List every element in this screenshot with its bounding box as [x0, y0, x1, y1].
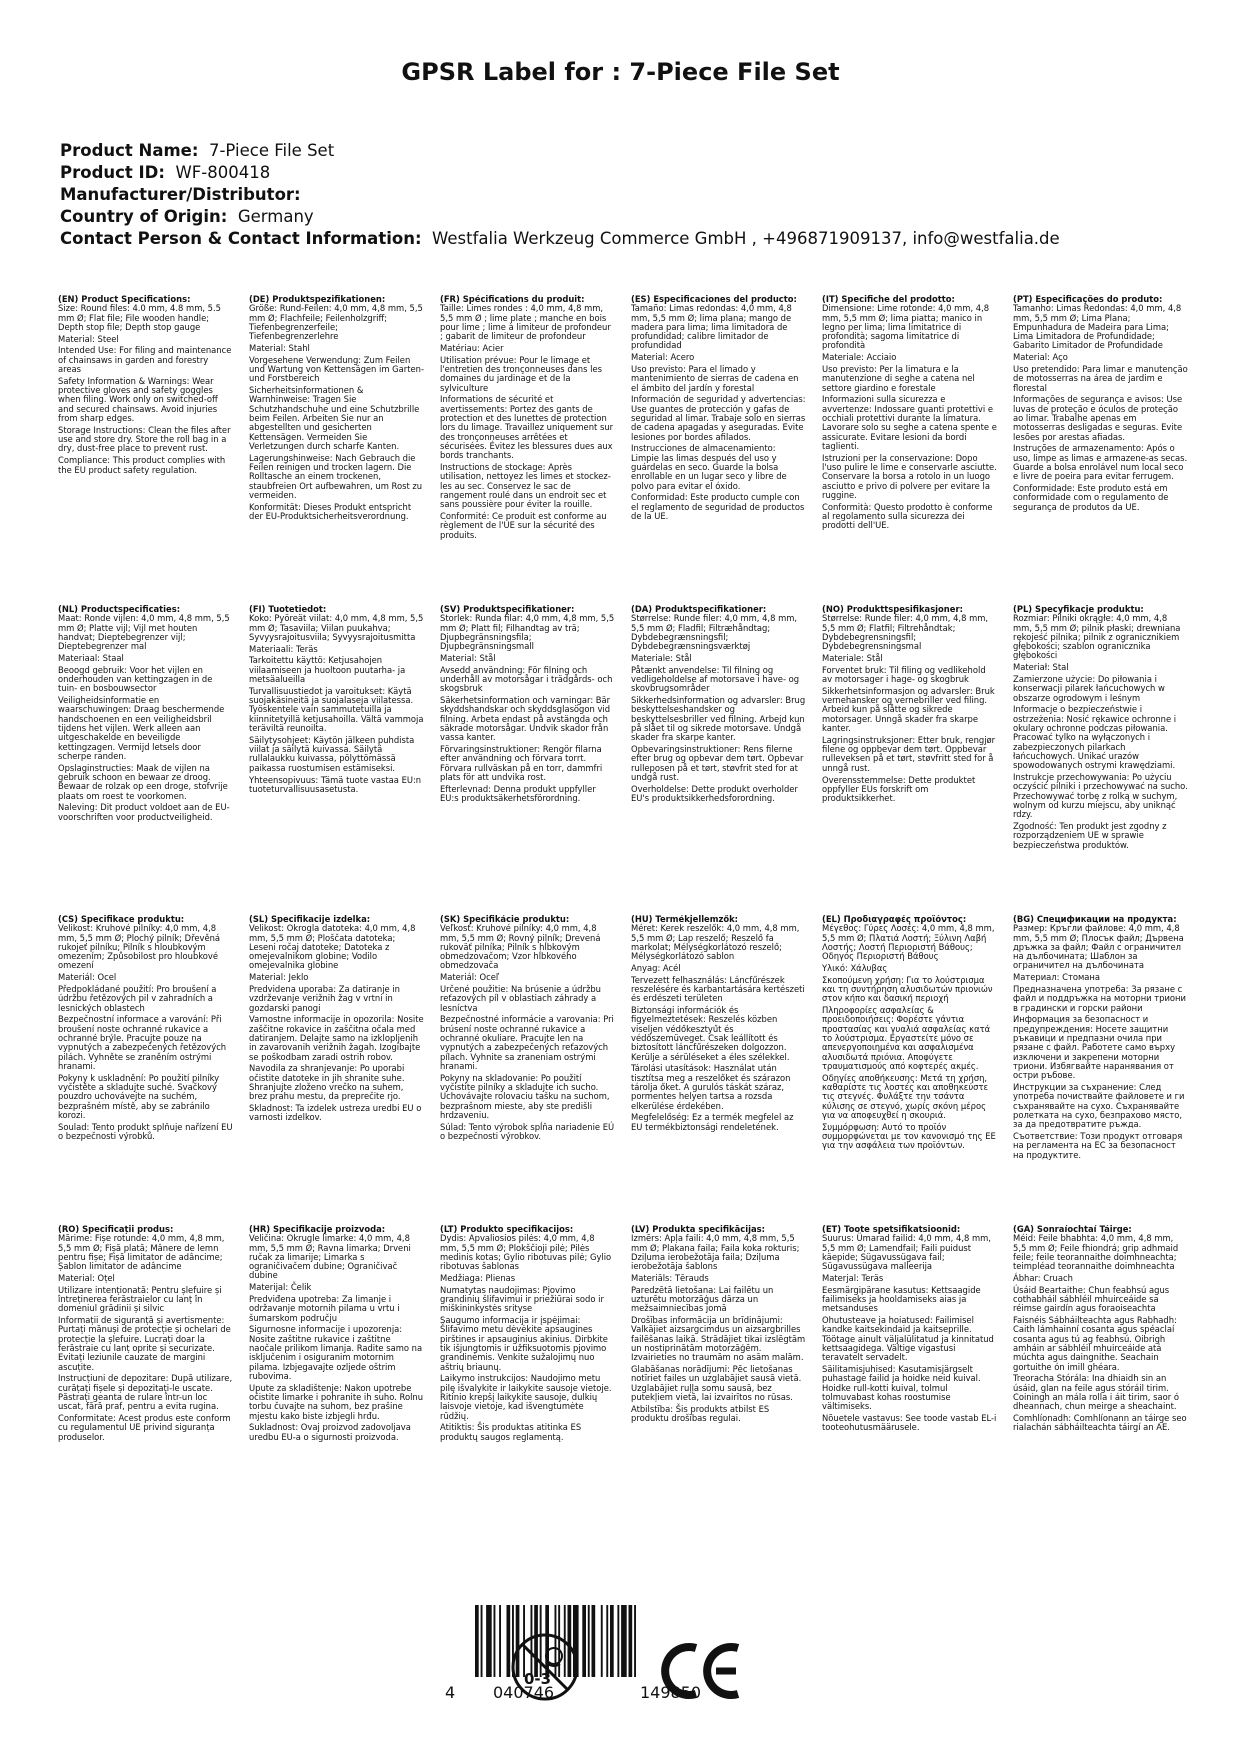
info-value: 7-Piece File Set: [208, 141, 335, 160]
spec-section: Anyag: Acél: [631, 962, 681, 973]
spec-section: Velikost: Kruhové pilníky: 4,0 mm, 4,8 mm, 5,5 mm Ø; Plochý pilník; Dřevěná rukojeť pilníku; Pilník s hloubkovým omezením; Způsobilost pro hloubkové omezení: [58, 923, 221, 971]
language-block: [822, 915, 997, 1225]
info-label: Contact Person & Contact Information:: [60, 229, 422, 248]
country-row: [60, 206, 1200, 228]
language-heading: (PL) Specyfikacje produktu:: [1013, 605, 1144, 614]
language-block: [1013, 915, 1188, 1225]
info-label: Country of Origin:: [60, 207, 228, 226]
spec-section: Sikkerhedsinformation og advarsler: Brug beskyttelseshandsker og beskyttelsesbriller ved filning. Arbejd kun på slået til og sikrede motorsave. Undgå skader fra skarpe kanter.: [631, 695, 806, 743]
spec-section: Instrucciones de almacenamiento: Limpie las limas después del uso y guárdelas en seco. Guarde la bolsa enrollable en un lugar seco y libre de polvo para evitar el óxido.: [631, 443, 787, 491]
barcode-bar: [629, 1605, 633, 1677]
barcode-bar: [588, 1605, 590, 1677]
spec-section: Glabāšanas norādījumi: Pēc lietošanas notīriet failes un uzglabājiet sausā vietā. Uzglabājiet ruļļa somu sausā, bez putekļiem vietā, lai izvairītos no rūsas.: [631, 1364, 802, 1403]
spec-section: Πληροφορίες ασφαλείας & προειδοποιήσεις: Φορέστε γάντια προστασίας και γυαλιά ασφαλείας κατά το λούστρισμα. Εργαστείτε μόνο σε απενεργοποιημένα και ασφαλισμένα αλυσιδωτά πριόνια. Αποφύγετε τραυματισμούς από κοφτερές ακμές.: [822, 1005, 991, 1071]
spec-section: Zamierzone użycie: Do piłowania i konserwacji pilarek łańcuchowych w obszarze ogrodowym i leśnym: [1013, 674, 1165, 703]
language-heading: (FI) Tuotetiedot:: [249, 605, 327, 614]
spec-section: Materiál: Ocel: [58, 972, 117, 983]
spec-section: Instruções de armazenamento: Após o uso, limpe as limas e armazene-as secas. Guarde a bolsa enrolável num local seco e livre de poeira para evitar ferrugem.: [1013, 443, 1188, 482]
language-block: [440, 295, 615, 605]
spec-section: Storage Instructions: Clean the files after use and store dry. Store the roll bag in a dry, dust-free place to prevent rust.: [58, 424, 231, 454]
language-heading: (NO) Produkttspesifikasjoner:: [822, 605, 963, 614]
spec-section: Předpokládané použití: Pro broušení a údržbu řetězových pil v zahradních a lesnických oblastech: [58, 984, 217, 1013]
spec-section: Förvaringsinstruktioner: Rengör filarna efter användning och förvara torrt. Förvara rullväskan på en torr, dammfri plats för att undvika rost.: [440, 744, 603, 783]
spec-section: Medžiaga: Plienas: [440, 1272, 516, 1283]
spec-section: Materijal: Čelik: [249, 1282, 312, 1293]
svg-text:0-3: 0-3: [524, 1670, 552, 1688]
spec-section: Overholdelse: Dette produkt overholder EU's produktsikkerhedsforordning.: [631, 783, 798, 804]
spec-section: Safety Information & Warnings: Wear protective gloves and safety goggles when filing. Work only on switched-off and secured chainsaws. Avoid injuries from sharp edges.: [58, 375, 218, 424]
spec-section: Konformität: Dieses Produkt entspricht der EU-Produktsicherheitsverordnung.: [249, 501, 412, 522]
spec-section: Úsáid Beartaithe: Chun feabhsú agus cothabháil sábhléil mhuirceáide sa réimse gairdín agus foraoiseachta: [1013, 1284, 1170, 1314]
barcode-bar: [610, 1605, 614, 1677]
language-heading: (FR) Spécifications du produit:: [440, 295, 585, 304]
spec-section: Súlad: Tento výrobok spĺňa nariadenie EÚ o bezpečnosti výrobkov.: [440, 1121, 615, 1142]
barcode-bar: [617, 1605, 619, 1677]
spec-section: Υλικό: Χάλυβας: [822, 962, 888, 973]
spec-section: Treoracha Stórála: Ina dhiaidh sin an úsáid, glan na feile agus stóráil tirim. Coiningh an mála rolla i áit tirim, saor ó dheannach, chun meirge a sheachaint.: [1013, 1373, 1179, 1412]
language-heading: (CS) Specifikace produktu:: [58, 915, 185, 924]
spec-section: Lagringsinstruksjoner: Etter bruk, rengjør filene og oppbevar dem tørt. Oppbevar rulleveksen på et tørt, støvfritt sted for å unngå rust.: [822, 734, 996, 773]
spec-section: Overensstemmelse: Dette produktet oppfyller EUs forskrift om produktsikkerhet.: [822, 774, 976, 804]
spec-section: Méret: Kerek reszelők: 4,0 mm, 4,8 mm, 5,5 mm Ø; Lap reszelő; Reszelő fa markolat; Mélységkorlátozó reszelő; Mélységkorlátozó sablon: [631, 923, 800, 962]
spec-section: Navodila za shranjevanje: Po uporabi očistite datoteke in jih shranite suhe. Shranjujte zloženo vrečko na suhem, brez prahu mestu, da preprečite rjo.: [249, 1063, 405, 1102]
language-heading: (LT) Produkto specifikacijos:: [440, 1225, 574, 1234]
language-block: [631, 295, 806, 605]
spec-section: Drošības informācija un brīdinājumi: Valkājiet aizsargcimdus un aizsargbrilles failēšanas laikā. Strādājiet tikai izslēgtām un nostiprinātām motorzāģēm. Izvairieties no traumām no asām malām.: [631, 1315, 806, 1363]
language-heading: (IT) Specifiche del prodotto:: [822, 295, 955, 304]
spec-section: Izmērs: Apļa faili: 4,0 mm, 4,8 mm, 5,5 mm Ø; Plakana faila; Faila koka rokturis; Dziļuma ierobežotāja faila; Dziļuma ierobežotāja šablons: [631, 1233, 800, 1272]
spec-section: Forventet bruk: Til filing og vedlikehold av motorsager i hage- og skogbruk: [822, 664, 986, 685]
spec-section: Pokyny na skladovanie: Po použití vyčistite pilníky a skladujte ich sucho. Uchovávajte rolovaciu tašku na suchom, bezprašnom mieste, aby ste predišli hrdzaveniu.: [440, 1072, 610, 1120]
language-heading: (LV) Produkta specifikācijas:: [631, 1225, 765, 1234]
barcode-bar: [486, 1605, 492, 1677]
spec-section: Informações de segurança e avisos: Use luvas de proteção e óculos de proteção ao limar. Trabalhe apenas em motosserras desligadas e seguras. Evite lesões por arestas afiadas.: [1013, 394, 1183, 442]
language-heading: (EN) Product Specifications:: [58, 295, 191, 304]
spec-section: Materiał: Stal: [1013, 662, 1069, 673]
spec-section: Materiale: Stål: [822, 652, 883, 663]
spec-section: Lagerungshinweise: Nach Gebrauch die Feilen reinigen und trocken lagern. Die Rolltasche an einem trockenen, staubfreien Ort aufbewahren, um Rost zu vermeiden.: [249, 452, 423, 500]
language-grid: [58, 295, 1188, 1535]
spec-section: Uso pretendido: Para limar e manutenção de motosserras na área de jardim e florestal: [1013, 364, 1188, 393]
language-heading: (EL) Προδιαγραφές προϊόντος:: [822, 915, 967, 924]
barcode-bar: [606, 1605, 608, 1677]
language-heading: (DE) Produktspezifikationen:: [249, 295, 386, 304]
spec-section: Materiaali: Teräs: [249, 643, 318, 654]
spec-section: Sicherheitsinformationen & Warnhinweise: Tragen Sie Schutzhandschuhe und eine Schutzbrille beim Feilen. Arbeiten Sie nur an abgestellten und gesicherten Kettensägen. Vermeiden Sie Verletzungen durch scharfe Kanten.: [249, 385, 420, 451]
spec-section: Conformità: Questo prodotto è conforme al regolamento sulla sicurezza dei prodotti dell'UE.: [822, 501, 993, 531]
language-heading: (RO) Specificații produs:: [58, 1225, 174, 1234]
spec-section: Σκοπούμενη χρήση: Για το λούστρισμα και τη συντήρηση αλυσιδωτών πριονιών στον κήπο και δασική περιοχή: [822, 974, 993, 1004]
spec-section: Bezpečnostní informace a varování: Při broušení noste ochranné rukavice a ochranné brýle. Pracujte pouze na vypnutých a zabezpečených řetězových pilách. Vyhněte se zraněním ostrými hranami.: [58, 1014, 227, 1071]
spec-section: Opslaginstructies: Maak de vijlen na gebruik schoon en bewaar ze droog. Bewaar de rolzak op een droge, stofvrije plaats om roest te voorkomen.: [58, 762, 228, 801]
spec-section: Veličina: Okrugle limarke: 4,0 mm, 4,8 mm, 5,5 mm Ø; Ravna limarka; Drveni ručak za limarije; Limarka s ograničivačem dubine; Ograničivač dubine: [249, 1233, 411, 1281]
language-block: [631, 605, 806, 915]
info-value: Westfalia Werkzeug Commerce GmbH , +496871909137, info@westfalia.de: [432, 229, 1060, 248]
spec-section: Dimensione: Lime rotonde: 4,0 mm, 4,8 mm, 5,5 mm Ø; lima piatta; manico in legno per lima; lima limitatrice di profondità; sagoma limitatrice di profondità: [822, 303, 990, 351]
spec-section: Intended Use: For filing and maintenance of chainsaws in garden and forestry areas: [58, 345, 232, 375]
language-heading: (NL) Productspecificaties:: [58, 605, 181, 614]
barcode-bar: [621, 1605, 627, 1677]
spec-section: Faisnéis Sábháilteachta agus Rabhadh: Caith lámhainní cosanta agus spéaclaí cosanta agus tú ag feabhsú. Oibrigh amháin ar sábhléil mhuirceáide atá múchta agus daingnithe. Seachain gortuithe ón imill ghéara.: [1013, 1315, 1177, 1372]
language-block: [440, 605, 615, 915]
spec-section: Conformidade: Este produto está em conformidade com o regulamento de segurança de produtos da UE.: [1013, 483, 1169, 512]
spec-section: Material: Aço: [1013, 352, 1068, 363]
spec-section: Numatytas naudojimas: Pjovimo grandinių šlifavimui ir priežiūrai sodo ir miškininkystės srityse: [440, 1284, 604, 1314]
spec-section: Materiál: Oceľ: [440, 972, 499, 983]
language-block: [249, 605, 424, 915]
barcode-digit: 4: [445, 1683, 456, 1702]
spec-section: Size: Round files: 4.0 mm, 4.8 mm, 5.5 mm Ø; Flat file; File wooden handle; Depth stop file; Depth stop gauge: [58, 303, 222, 332]
spec-section: Dydis: Apvaliosios pilės: 4,0 mm, 4,8 mm, 5,5 mm Ø; Plokščioji pilė; Pilės medinis kotas; Gylio ribotuvas pilė; Gylio ribotuvas šablonas: [440, 1233, 612, 1272]
info-label: Manufacturer/Distributor:: [60, 185, 301, 204]
spec-section: Säilytysohjeet: Käytön jälkeen puhdista viilat ja säilytä kuivassa. Säilytä rullalaukku kuivassa, pölyttömässä paikassa ruostumisen estämiseksi.: [249, 734, 415, 773]
barcode-bar: [601, 1605, 603, 1677]
spec-section: Koko: Pyöreät viilat: 4,0 mm, 4,8 mm, 5,5 mm Ø; Tasaviila; Viilan puukahva; Syvyysrajoitusviila; Syvyysrajoitusmitta: [249, 613, 424, 642]
spec-section: Instructions de stockage: Après utilisation, nettoyez les limes et stockez-les au sec. Conservez le sac de rangement roulé dans un endroit sec et sans poussière pour éviter la rouille.: [440, 462, 611, 510]
product-info: [60, 140, 1200, 250]
spec-section: Naleving: Dit product voldoet aan de EU-voorschriften voor productveiligheid.: [58, 802, 230, 822]
spec-section: Efterlevnad: Denna produkt uppfyller EU:s produktsäkerhetsförordning.: [440, 783, 596, 804]
language-heading: (GA) Sonraíochtaí Táirge:: [1013, 1225, 1132, 1234]
spec-section: Materjal: Teräs: [822, 1272, 884, 1283]
spec-section: Turvallisuustiedot ja varoitukset: Käytä suojakäsineitä ja suojalaseja viilatessa. Työskentele vain sammutetuilla ja kiinnitetyillä ketjusahoilla. Vältä vammoja teräviltä reunoilta.: [249, 685, 424, 734]
spec-section: Atbilstība: Šis produkts atbilst ES produktu drošības regulai.: [631, 1403, 770, 1424]
spec-section: Skladnost: Ta izdelek ustreza uredbi EU o varnosti izdelkov.: [249, 1103, 422, 1123]
spec-section: Matériau: Acier: [440, 342, 504, 353]
spec-section: Materiāls: Tērauds: [631, 1272, 709, 1283]
spec-section: Určené použitie: Na brúsenie a údržbu reťazových píl v oblastiach záhrady a lesníctva: [440, 984, 601, 1013]
spec-section: Material: Jeklo: [249, 972, 309, 983]
spec-section: Material: Oțel: [58, 1272, 115, 1283]
spec-section: Avsedd användning: För filning och underhåll av motorsågar i trädgårds- och skogsbruk: [440, 664, 613, 694]
spec-section: Saugumo informacija ir įspėjimai: Šlifavimo metu dėvėkite apsaugines pirštines ir apsauginius akinius. Dirbkite tik išjungtomis ir užfiksuotomis pjovimo grandinėmis. Venkite sužalojimų nuo aštrių briaunų.: [440, 1315, 608, 1372]
spec-section: Størrelse: Runde filer: 4,0 mm, 4,8 mm, 5,5 mm Ø; Flatfil; Filtrehåndtak; Dybdebegrensningsfil; Dybdebegrensningsmal: [822, 613, 989, 652]
spec-section: Maat: Ronde vijlen: 4,0 mm, 4,8 mm, 5,5 mm Ø; Platte vijl; Vijl met houten handvat; Dieptebegrenzer vijl; Dieptebegrenzer mal: [58, 613, 230, 652]
language-block: [631, 1225, 806, 1535]
language-heading: (HR) Specifikacije proizvoda:: [249, 1225, 386, 1234]
spec-section: Taille: Limes rondes : 4,0 mm, 4,8 mm, 5,5 mm Ø ; lime plate ; manche en bois pour lime ; lime à limiteur de profondeur ; gabarit de limiteur de profondeur: [440, 303, 611, 342]
spec-section: Informacje o bezpieczeństwie i ostrzeżenia: Nosić rękawice ochronne i okulary ochronne podczas piłowania. Pracować tylko na wyłączonych i zabezpieczonych pilarkach łańcuchowych. Unikać urazów spowodowanych ostrymi krawędziami.: [1013, 704, 1177, 771]
spec-section: Varnostne informacije in opozorila: Nosite zaščitne rokavice in zaščitna očala med datiranjem. Delajte samo na izklopljenih in zavarovanih verižnih žagah. Izogibajte se poškodbam zaradi ostrih robov.: [249, 1014, 424, 1062]
spec-section: Megfelelőség: Ez a termék megfelel az EU termékbiztonsági rendeletének.: [631, 1112, 794, 1132]
spec-section: Påtænkt anvendelse: Til filning og vedligeholdelse af motorsave i have- og skovbrugsområder: [631, 664, 800, 694]
spec-section: Sikkerhetsinformasjon og advarsler: Bruk vernehansker og vernebriller ved filing. Arbeid kun på slåtte og sikrede motorsager. Unngå skader fra skarpe kanter.: [822, 685, 995, 734]
spec-section: Storlek: Runda filar: 4,0 mm, 4,8 mm, 5,5 mm Ø; Platt fil; Filhandtag av trä; Djupbegränsningsfila; Djupbegränsningsmall: [440, 613, 615, 652]
language-heading: (ES) Especificaciones del producto:: [631, 295, 797, 304]
spec-section: Säkerhetsinformation och varningar: Bär skyddshandskar och skyddsglasögon vid filning. Arbeta endast på avstängda och säkrade motorsågar. Undvik skador från vassa kanter.: [440, 695, 611, 743]
spec-section: Pokyny k uskladnění: Po použití pilníky vyčistěte a skladujte suché. Svačkový pouzdro uchovávejte na suchém, bezprašném místě, aby se zabránilo korozi.: [58, 1072, 220, 1120]
spec-section: Istruzioni per la conservazione: Dopo l'uso pulire le lime e conservarle asciutte. Conservare la borsa a rotolo in un luogo asciutto e privo di polvere per evitare la ruggine.: [822, 452, 997, 500]
language-heading: (ET) Toote spetsifikatsioonid:: [822, 1225, 961, 1234]
no-children-0-3-icon: [510, 1632, 580, 1702]
spec-section: Συμμόρφωση: Αυτό το προϊόν συμμορφώνεται με τον κανονισμό της ΕΕ για την ασφάλεια των προϊόντων.: [822, 1121, 996, 1151]
language-block: [440, 1225, 615, 1535]
barcode-bar: [475, 1605, 479, 1677]
ce-mark-icon: [660, 1640, 745, 1702]
language-block: [58, 295, 233, 605]
spec-section: Material: Acero: [631, 352, 695, 363]
spec-section: Ábhar: Cruach: [1013, 1272, 1073, 1283]
language-heading: (BG) Спецификации на продукта:: [1013, 915, 1177, 924]
spec-section: Material: Stål: [440, 652, 496, 663]
language-block: [631, 915, 806, 1225]
language-heading: (SV) Produktspecifikationer:: [440, 605, 575, 614]
language-block: [440, 915, 615, 1225]
spec-section: Conformité: Ce produit est conforme au règlement de l'UE sur la sécurité des produits.: [440, 511, 607, 540]
spec-section: Größe: Rund-Feilen: 4,0 mm, 4,8 mm, 5,5 mm Ø; Flachfeile; Feilenholzgriff; Tiefenbegrenzerfeile; Tiefenbegrenzerlehre: [249, 303, 423, 342]
barcode-digit: 149850: [640, 1683, 702, 1702]
spec-section: Материал: Стомана: [1013, 972, 1101, 983]
barcode-bar: [481, 1605, 483, 1677]
spec-section: Informații de siguranță și avertismente: Purtați mănuși de protecție și ochelari de protecție la șlefuire. Lucrați doar la ferăstraie cu lanț oprite și securizate. Evitați leziunile cauzate de margini ascuțite.: [58, 1315, 231, 1372]
spec-section: Veľkosť: Kruhové pilníky: 4,0 mm, 4,8 mm, 5,5 mm Ø; Rovný pilník; Drevená rukoväť pilníka; Pilník s hĺbkovým obmedzovačom; Vzor hĺbkového obmedzovača: [440, 923, 601, 971]
spec-section: Инструкции за съхранение: След употреба почиствайте файловете и ги съхранявайте на сухо. Съхранявайте ролетката на сухо, безпрахово място, за да предотвратите ръжда.: [1013, 1082, 1185, 1130]
spec-section: Информация за безопасност и предупреждения: Носете защитни ръкавици и предпазни очила при рязане с файл. Работете само върху изключени и закрепени моторни триони. Избягвайте наранявания от остри ръбове.: [1013, 1014, 1176, 1081]
language-heading: (SL) Specifikacije izdelka:: [249, 915, 371, 924]
language-block: [249, 1225, 424, 1535]
spec-section: Instrucțiuni de depozitare: După utilizare, curățați fișele și depozitați-le uscate. Păstrați geanta de rulare într-un loc uscat, fără praf, pentru a evita rugina.: [58, 1373, 233, 1412]
spec-section: Zgodność: Ten produkt jest zgodny z rozporządzeniem UE w sprawie bezpieczeństwa produktów.: [1013, 821, 1167, 850]
spec-section: Μέγεθος: Γύρες Λοσές: 4,0 mm, 4,8 mm, 5,5 mm Ø; Πλατιά Λοστή; Ξύλινη Λαβή Λοστής; Λοστή Περιοριστή Βάθους; Οδηγός Περιοριστή Βάθους: [822, 923, 995, 962]
spec-section: Tervezett felhasználás: Láncfűrészek reszelésére és karbantartására kertészeti és erdészeti területen: [631, 974, 805, 1004]
spec-section: Предназначена употреба: За рязане с файл и поддръжка на моторни триони в градински и горски райони: [1013, 984, 1186, 1013]
spec-section: Biztonsági információk és figyelmeztetések: Reszelés közben viseljen védőkesztyűt és védőszemüveget. Csak leállított és biztosított láncfűrészeken dolgozzon. Kerülje a sérüléseket a éles szélekkel.: [631, 1005, 790, 1062]
barcode-bar: [499, 1605, 501, 1677]
language-block: [58, 605, 233, 915]
spec-section: Laikymo instrukcijos: Naudojimo metu pilę išvalykite ir laikykite sausoje vietoje. Ritinio krepšį laikykite sausoje, dulkių laisvoje vietoje, kad išvengtumėte rūdžių.: [440, 1373, 612, 1421]
spec-section: Sigurnosne informacije i upozorenja: Nosite zaštitne rukavice i zaštitne naočale prilikom limanja. Radite samo na isključenim i osiguranim motornim pilama. Izbjegavajte ozljede oštrim rubovima.: [249, 1324, 423, 1381]
product-id-row: [60, 162, 1200, 184]
language-block: [1013, 295, 1188, 605]
spec-section: Méid: Feile bhabhta: 4,0 mm, 4,8 mm, 5,5 mm Ø; Feile fhiondrá; grip adhmaid feile; feile teorannaithe doimhneachta; teimpléad teorannaithe doimhneachta: [1013, 1233, 1179, 1272]
language-heading: (PT) Especificações do produto:: [1013, 295, 1163, 304]
info-label: Product Name:: [60, 141, 199, 160]
spec-section: Beoogd gebruik: Voor het vijlen en onderhouden van kettingzagen in de tuin- en bosbouwsector: [58, 664, 213, 694]
spec-section: Rozmiar: Pilniki okrągłe: 4,0 mm, 4,8 mm, 5,5 mm Ø; pilnik płaski; drewniana rękojeść pilnika; pilnik z ogranicznikiem głębokości; szablon ogranicznika głębokości: [1013, 613, 1181, 661]
spec-section: Utilizare intenționată: Pentru șlefuire și întreținerea ferăstraielor cu lanț în domeniul grădinii și silvic: [58, 1284, 222, 1314]
language-block: [249, 915, 424, 1225]
spec-section: Eesmärgipärane kasutus: Kettsaagide failimiseks ja hooldamiseks aias ja metsanduses: [822, 1284, 981, 1314]
manufacturer-row: [60, 184, 1200, 206]
spec-section: Mărime: Fișe rotunde: 4,0 mm, 4,8 mm, 5,5 mm Ø; Fișă plată; Mânere de lemn pentru fișe; Fișă limitator de adâncime; Șablon limitator de adâncime: [58, 1233, 225, 1272]
spec-section: Materiale: Stål: [631, 652, 692, 663]
spec-section: Informations de sécurité et avertissements: Portez des gants de protection et des lunettes de protection lors du limage. Travaillez uniquement sur des tronçonneuses arrêtées et sécurisées. Évitez les blessures dues aux bords tranchants.: [440, 394, 614, 461]
spec-section: Materiale: Acciaio: [822, 352, 897, 363]
spec-section: Información de seguridad y advertencias: Use guantes de protección y gafas de seguridad al limar. Trabaje solo en sierras de cadena apagadas y aseguradas. Evite lesiones por bordes afilados.: [631, 394, 806, 442]
spec-section: Säilitamisjuhised: Kasutamisjärgselt puhastage failid ja hoidke neid kuival. Hoidke rull-kotti kuival, tolmul tolmuvabast kohas roostumise vältimiseks.: [822, 1364, 981, 1412]
language-block: [1013, 1225, 1188, 1535]
spec-section: Tamanho: Limas Redondas: 4,0 mm, 4,8 mm, 5,5 mm Ø; Lima Plana; Empunhadura de Madeira para Lima; Lima Limitadora de Profundidade; Gabarito Limitador de Profundidade: [1013, 303, 1182, 351]
spec-section: Opbevaringsinstruktioner: Rens filerne efter brug og opbevar dem tørt. Opbevar rulleposen på et tørt, støvfrit sted for at undgå rust.: [631, 744, 804, 783]
spec-section: Yhteensopivuus: Tämä tuote vastaa EU:n tuoteturvallisuusasetusta.: [249, 774, 422, 794]
spec-section: Tamaño: Limas redondas: 4,0 mm, 4,8 mm, 5,5 mm Ø; lima plana; mango de madera para lima; lima limitadora de profundidad; calibre limitador de profundidad: [631, 303, 792, 351]
spec-section: Atitiktis: Šis produktas atitinka ES produktų saugos reglamentą.: [440, 1422, 582, 1442]
spec-section: Predvidena uporaba: Za datiranje in vzdrževanje verižnih žag v vrtni in gozdarski panogi: [249, 984, 400, 1013]
spec-section: Upute za skladištenje: Nakon upotrebe očistite limarke i pohranite ih suho. Rolnu torbu čuvajte na suhom, bez prašine mjestu kako biste izbjegli hrđu.: [249, 1382, 424, 1421]
language-block: [58, 915, 233, 1225]
spec-section: Sukladnost: Ovaj proizvod zadovoljava uredbu EU-a o sigurnosti proizvoda.: [249, 1422, 411, 1442]
language-block: [822, 605, 997, 915]
barcode-bar: [634, 1605, 636, 1677]
spec-section: Bezpečnostné informácie a varovania: Pri brúsení noste ochranné rukavice a ochranné okuliare. Pracujte len na vypnutých a zabezpečených reťazových pílach. Vyhnite sa zraneniam ostrými hranami.: [440, 1014, 614, 1071]
spec-section: Nõuetele vastavus: See toode vastab EL-i tooteohutusmäärusele.: [822, 1413, 997, 1433]
spec-section: Tárolási utasítások: Használat után tisztítsa meg a reszelőket és szárazon tárolja őket. A gurulós táskát száraz, pormentes helyen tartsa a rozsda elkerülése érdekében.: [631, 1063, 791, 1111]
info-value: Germany: [237, 207, 314, 226]
spec-section: Paredzētā lietošana: Lai failētu un uzturētu motorzāģus dārza un mežsaimniecības jomā: [631, 1284, 774, 1314]
spec-section: Soulad: Tento produkt splňuje nařízení EU o bezpečnosti výrobků.: [58, 1121, 233, 1142]
spec-section: Material: Steel: [58, 333, 119, 344]
info-label: Product ID:: [60, 163, 165, 182]
spec-section: Størrelse: Runde filer: 4,0 mm, 4,8 mm, 5,5 mm Ø; Fladfil; Filtræhåndtag; Dybdebegrænsningsfil; Dybdebegrænsningsværktøj: [631, 613, 798, 652]
language-block: [249, 295, 424, 605]
spec-section: Uso previsto: Per la limatura e la manutenzione di seghe a catena nel settore giardino e forestale: [822, 364, 975, 393]
spec-section: Utilisation prévue: Pour le limage et l'entretien des tronçonneuses dans les domaines du jardinage et de la sylviculture: [440, 354, 602, 393]
spec-section: Comhlíonadh: Comhlíonann an táirge seo rialachán sábháilteachta táirgí an AE.: [1013, 1413, 1187, 1433]
info-value: WF-800418: [175, 163, 271, 182]
barcode-bar: [592, 1605, 596, 1677]
language-heading: (SK) Špecifikácie produktu:: [440, 915, 570, 924]
spec-section: Conformidad: Este producto cumple con el reglamento de seguridad de productos de la UE.: [631, 492, 805, 522]
spec-section: Predviđena upotreba: Za limanje i održavanje motornih pilama u vrtu i šumarskom području: [249, 1294, 400, 1323]
spec-section: Uso previsto: Para el limado y mantenimiento de sierras de cadena en el ámbito del jardín y forestal: [631, 364, 799, 393]
language-block: [822, 295, 997, 605]
spec-section: Compliance: This product complies with the EU product safety regulation.: [58, 455, 226, 475]
spec-section: Suurus: Ümarad failid: 4,0 mm, 4,8 mm, 5,5 mm Ø; Lamendfail; Faili puidust käepide; Sügavussügava fail; Sügavussügava malleerija: [822, 1233, 991, 1272]
spec-section: Ohutusteave ja hoiatused: Failimisel kandke kaitsekindaid ja kaitseprille. Töötage ainult väljalülitatud ja kinnitatud kettsaagidega. Vältige vigastusi teravatelt servadelt.: [822, 1315, 994, 1363]
spec-section: Vorgesehene Verwendung: Zum Feilen und Wartung von Kettensägen im Garten- und Forstbereich: [249, 354, 424, 384]
product-name-row: [60, 140, 1200, 162]
spec-section: Съответствие: Този продукт отговаря на регламента на ЕС за безопасност на продуктите.: [1013, 1131, 1183, 1160]
spec-section: Conformitate: Acest produs este conform cu regulamentul UE privind siguranța produselor.: [58, 1413, 231, 1442]
language-block: [822, 1225, 997, 1535]
page-title: GPSR Label for : 7-Piece File Set: [401, 58, 840, 86]
barcode-bar: [494, 1605, 496, 1677]
language-heading: (HU) Termékjellemzők:: [631, 915, 739, 924]
spec-section: Veiligheidsinformatie en waarschuwingen: Draag beschermende handschoenen en een veiligheidsbril tijdens het vijlen. Werk alleen aan uitgeschakelde en beveiligde kettingzagen. Vermijd letsels door scherpe randen.: [58, 695, 225, 761]
spec-section: Materiaal: Staal: [58, 652, 124, 663]
spec-section: Velikost: Okrogla datoteka: 4,0 mm, 4,8 mm, 5,5 mm Ø; Ploščata datoteka; Leseni ročaj datoteke; Datoteka z omejevalnikom globine; Vodilo omejevalnika globine: [249, 923, 416, 971]
spec-section: Material: Stahl: [249, 342, 310, 353]
spec-section: Instrukcje przechowywania: Po użyciu oczyścić pilniki i przechowywać na sucho. Przechowywać torbę z rolką w suchym, wolnym od kurzu miejscu, aby uniknąć rdzy.: [1013, 772, 1188, 820]
language-heading: (DA) Produktspecifikationer:: [631, 605, 767, 614]
barcode-digit: 040746: [493, 1683, 555, 1702]
spec-section: Οδηγίες αποθήκευσης: Μετά τη χρήση, καθαρίστε τις λοστές και αποθηκεύστε τις στεγνές. Φυλάξτε την τσάντα κύλισης σε στεγνό, χωρίς σκόνη μέρος για να αποφευχθεί η σκουριά.: [822, 1072, 989, 1120]
barcode-bar: [582, 1605, 586, 1677]
spec-section: Размер: Кръгли файлове: 4,0 mm, 4,8 mm, 5,5 mm Ø; Плосък файл; Дървена дръжка за файл; Файл с ограничител на дълбочината; Шаблон за ограничител на дълбочината: [1013, 923, 1184, 971]
contact-row: [60, 228, 1200, 250]
spec-section: Informazioni sulla sicurezza e avvertenze: Indossare guanti protettivi e occhiali protettivi durante la limatura. Lavorare solo su seghe a catena spente e assicurate. Evitare lesioni da bordi taglienti.: [822, 394, 997, 451]
language-block: [58, 1225, 233, 1535]
language-block: [1013, 605, 1188, 915]
spec-section: Tarkoitettu käyttö: Ketjusahojen viilaamiseen ja huoltoon puutarha- ja metsäalueilla: [249, 655, 406, 685]
